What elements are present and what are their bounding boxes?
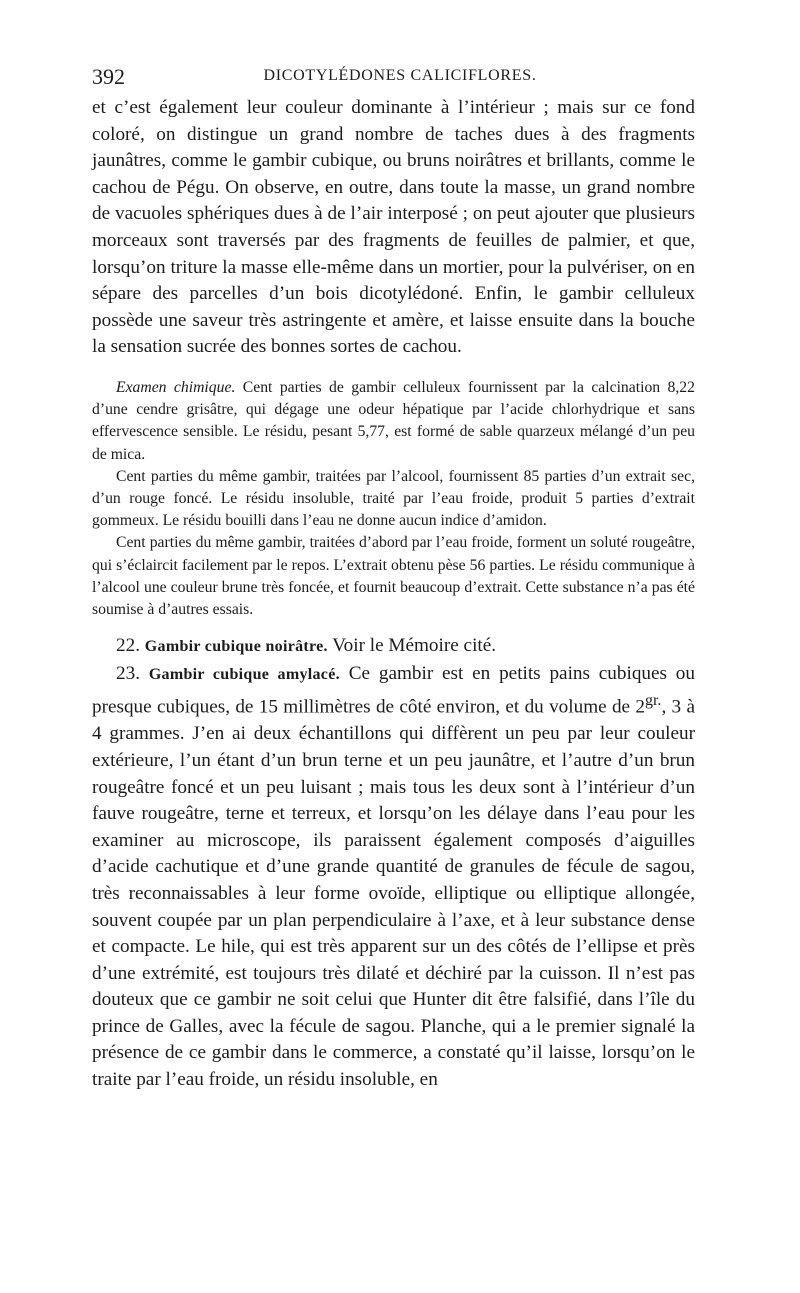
running-title: DICOTYLÉDONES CALICIFLORES. xyxy=(263,67,537,84)
item-22-number: 22. xyxy=(116,635,140,657)
item-23-title: Gambir cubique amylacé. xyxy=(148,665,340,683)
item-22-title: Gambir cubique noirâtre. xyxy=(144,638,328,656)
page-header xyxy=(92,64,708,92)
page-body xyxy=(92,95,695,1094)
alcohol-treatment-paragraph: Cent parties du même gambir, traitées par l’alcool, fournissent 85 parties d’un extrait sec, d’un rouge foncé. Le résidu insoluble, traité par l’eau froide, produit 5 parties d’extrait gommeux. Le résidu bouilli dans l’eau ne donne aucun indice d’amidon. xyxy=(92,467,695,530)
item-23-superscript: gr. xyxy=(644,692,662,710)
item-23-text-after: , 3 à 4 grammes. J’en ai deux échantillons qui diffèrent un peu par leur couleur extérieure, l’un étant d’un brun terne et un peu jaunâtre, et l’autre d’un brun rougeâtre foncé et un peu luisant ; mais tous les deux sont à l’intérieur d’un fauve rougeâtre, terne et terreux, et lorsqu’on les délaye dans l’eau pour les examiner au microscope, ils paraissent également composés d’aiguilles d’acide cachutique et d’une grande quantité de granules de fécule de sagou, très reconnaissables à leur forme ovoïde, elliptique ou elliptique allongée, souvent coupée par un plan perpendiculaire à l’axe, et à leur substance dense et compacte. Le hile, qui est très apparent sur un des côtés de l’ellipse et près d’une extrémité, est toujours très dilaté et déchiré par la cuisson. Il n’est pas douteux que ce gambir ne soit celui que Hunter dit être falsifié, dans l’île du prince de Galles, avec la fécule de sagou. Planche, qui a le premier signalé la présence de ce gambir dans le commerce, a constaté qu’il laisse, lorsqu’on le traite par l’eau froide, un résidu insoluble, en xyxy=(92,696,695,1091)
chemical-examination-paragraph xyxy=(92,377,695,466)
water-treatment-paragraph: Cent parties du même gambir, traitées d’abord par l’eau froide, forment un soluté rougeâtre, qui s’éclaircit facilement par le repos. L’extrait obtenu pèse 56 parties. Le résidu communique à l’alcool une couleur brune très foncée, et fournit beaucoup d’extrait. Cette substance n’a pas été soumise à d’autres essais. xyxy=(92,534,695,618)
item-23-number: 23. xyxy=(116,662,140,684)
item-22-text: Voir le Mémoire cité. xyxy=(327,635,497,657)
item-23 xyxy=(92,661,695,1094)
paragraph-continuation: et c’est également leur couleur dominante à l’intérieur ; mais sur ce fond coloré, on distingue un grand nombre de taches dues à des fragments jaunâtres, comme le gambir cubique, ou bruns noirâtres et brillants, comme le cachou de Pégu. On observe, en outre, dans toute la masse, un grand nombre de vacuoles sphériques dues à de l’air interposé ; on peut ajouter que plusieurs morceaux sont traversés par des fragments de feuilles de palmier, et que, lorsqu’on triture la masse elle-même dans un mortier, pour la pulvériser, on en sépare des parcelles d’un bois dicotylédoné. Enfin, le gambir celluleux possède une saveur très astringente et amère, et laisse ensuite dans la bouche la sensation sucrée des bonnes sortes de cachou. xyxy=(92,97,695,358)
item-22 xyxy=(92,633,695,661)
item-23-text-before: Ce gambir est en petits pains cubiques ou presque cubiques, de 15 millimètres de côté environ, et du volume de 2 xyxy=(92,662,695,718)
chemical-examination-text: Cent parties de gambir celluleux fournissent par la calcination 8,22 d’une cendre grisâtre, qui dégage une odeur hépatique par l’acide chlorhydrique et sans effervescence sensible. Le résidu, pesant 5,77, est formé de sable quarzeux mélangé d’un peu de mica. xyxy=(92,378,695,463)
page-number: 392 xyxy=(92,64,125,89)
chemical-examination-title: Examen chimique. xyxy=(116,378,236,396)
